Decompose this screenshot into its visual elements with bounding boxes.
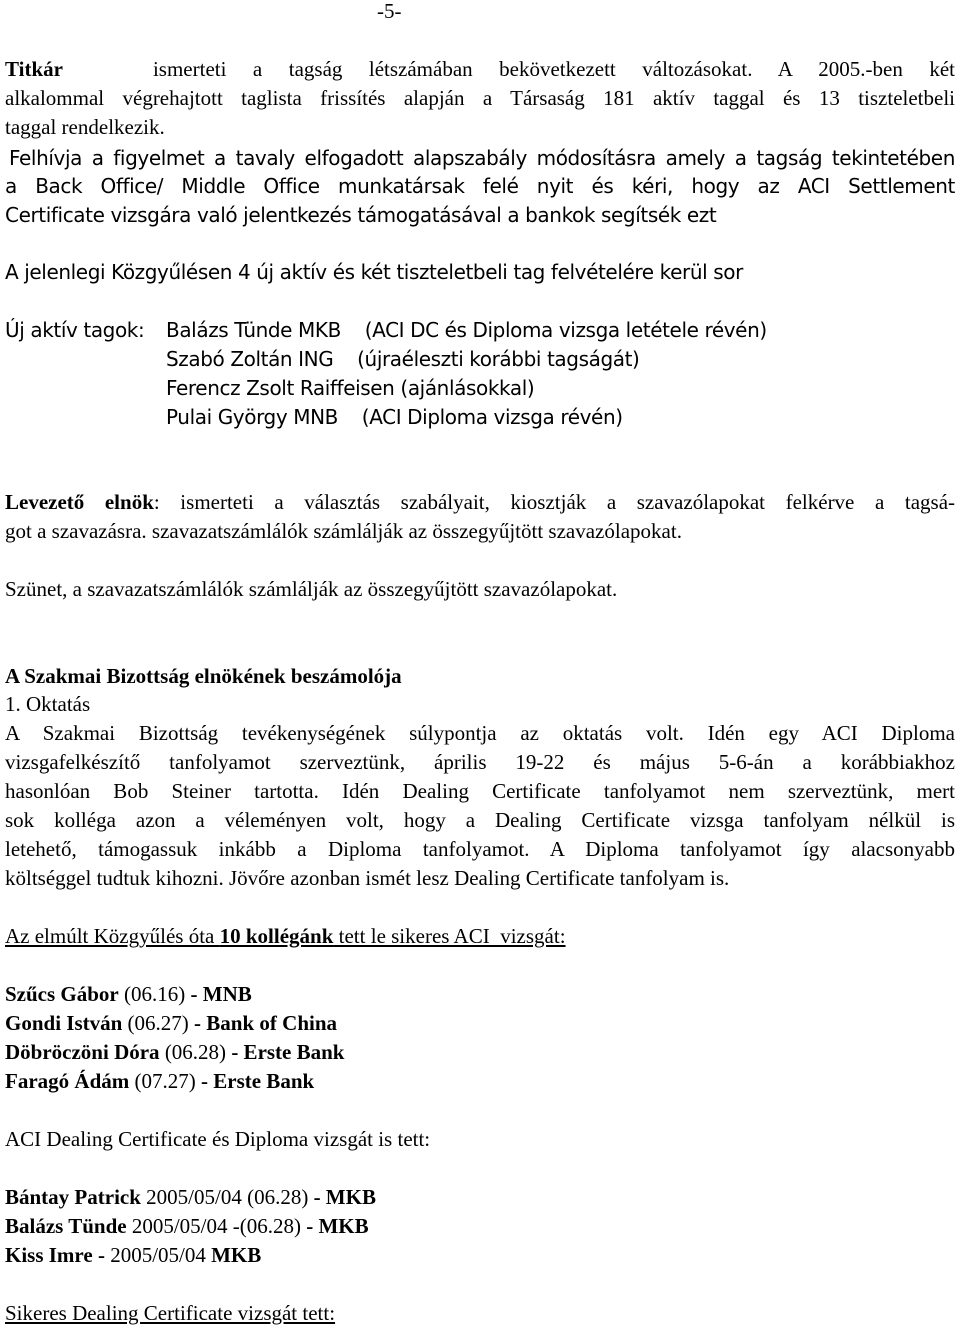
passed-exam-heading <box>5 923 566 949</box>
both-name: Kiss Imre - <box>5 1243 105 1267</box>
passed-bank: - Bank of China <box>188 1011 338 1035</box>
passed-name: Faragó Ádám <box>5 1069 130 1093</box>
new-member-4: Pulai György MNB (ACI Diploma vizsga révén) <box>166 405 623 429</box>
passed-bank: - Erste Bank <box>226 1040 345 1064</box>
passed-bank: - MNB <box>185 982 252 1006</box>
passed-date: (06.28) <box>159 1040 227 1064</box>
sec1-line2: alkalommal végrehajtott taglista frissítés alapján a Társaság 181 aktív taggal és 13 tiszteletbeli <box>5 86 955 110</box>
both-row-3 <box>5 1242 261 1268</box>
report-line-5: letehető, támogassuk inkább a Diploma tanfolyamot. A Diploma tanfolyamot így alacsonyabb <box>5 837 955 861</box>
sec1-line1-text: ismerteti a tagság létszámában bekövetkezett változásokat. A 2005.-ben két <box>152 57 955 81</box>
passed-heading-pre: Az elmúlt Közgyűlés óta <box>5 924 220 948</box>
both-row-2 <box>5 1213 369 1239</box>
both-name: Bántay Patrick <box>5 1185 141 1209</box>
report-line-2: vizsgafelkészítő tanfolyamot szerveztünk, április 19-22 és május 5-6-án a korábbiakhoz <box>5 750 955 774</box>
both-date: 2005/05/04 <box>104 1243 212 1267</box>
sec3-line3: Szünet, a szavazatszámlálók számlálják az összegyűjtött szavazólapokat. <box>5 577 618 601</box>
report-line-6: költséggel tudtuk kihozni. Jövőre azonban ismét lesz Dealing Certificate tanfolyam is. <box>5 866 730 890</box>
both-bank: - MKB <box>308 1185 376 1209</box>
speaker-secretary: Titkár <box>5 57 63 81</box>
speaker-chair: Levezető elnök <box>5 490 154 514</box>
both-name: Balázs Tünde <box>5 1214 127 1238</box>
passed-name: Szűcs Gábor <box>5 982 119 1006</box>
passed-row-2 <box>5 1010 337 1036</box>
passed-name: Döbröczöni Dóra <box>5 1040 160 1064</box>
passed-bank: - Erste Bank <box>195 1069 315 1093</box>
sec1-line5: a Back Office/ Middle Office munkatársak felé nyit és kéri, hogy az ACI Settlement <box>5 174 955 198</box>
sec3-line2: got a szavazásra. szavazatszámlálók számlálják az összegyűjtött szavazólapokat. <box>5 519 682 543</box>
sec2-line1: A jelenlegi Közgyűlésen 4 új aktív és két tiszteletbeli tag felvételére kerül sor <box>5 260 743 284</box>
passed-date: (07.27) <box>129 1069 196 1093</box>
both-bank: - MKB <box>300 1214 369 1238</box>
both-date: 2005/05/04 (06.28) <box>140 1185 309 1209</box>
sec1-line3: taggal rendelkezik. <box>5 115 165 139</box>
new-members-label: Új aktív tagok: <box>5 318 151 342</box>
sec1-line1 <box>5 56 955 82</box>
report-line-4: sok kolléga azon a véleményen volt, hogy a Dealing Certificate vizsga tanfolyam nélkül is <box>5 808 955 832</box>
passed-heading-post: tett le sikeres ACI vizsgát: <box>333 924 566 948</box>
report-line-1: A Szakmai Bizottság tevékenységének súlypontja az oktatás volt. Idén egy ACI Diploma <box>5 721 955 745</box>
sec3-line1 <box>5 489 955 515</box>
new-member-1: Balázs Tünde MKB (ACI DC és Diploma vizsga letétele révén) <box>166 318 767 342</box>
both-exams-heading: ACI Dealing Certificate és Diploma vizsgát is tett: <box>5 1127 431 1151</box>
sec1-line4: Felhívja a figyelmet a tavaly elfogadott alapszabály módosításra amely a tagság tekintetében <box>9 146 955 170</box>
passed-name: Gondi István <box>5 1011 123 1035</box>
new-member-3: Ferencz Zsolt Raiffeisen (ajánlásokkal) <box>166 376 535 400</box>
both-date: 2005/05/04 -(06.28) <box>126 1214 301 1238</box>
passed-heading-count: 10 kollégánk <box>219 924 334 948</box>
both-bank: MKB <box>211 1243 262 1267</box>
committee-report-heading: A Szakmai Bizottság elnökének beszámolója <box>5 664 402 688</box>
passed-date: (06.16) <box>118 982 186 1006</box>
passed-row-3 <box>5 1039 345 1065</box>
sec3-line1-text: : ismerteti a választás szabályait, kiosztják a szavazólapokat felkérve a tagsá- <box>153 490 956 514</box>
sec1-line6: Certificate vizsgára való jelentkezés támogatásával a bankok segítsék ezt <box>5 203 717 227</box>
passed-row-4 <box>5 1068 314 1094</box>
report-line-3: hasonlóan Bob Steiner tartotta. Idén Dealing Certificate tanfolyamot nem szerveztünk, mert <box>5 779 955 803</box>
passed-row-1 <box>5 981 252 1007</box>
both-row-1 <box>5 1184 376 1210</box>
dealing-cert-heading: Sikeres Dealing Certificate vizsgát tett: <box>5 1301 336 1325</box>
education-subheading: 1. Oktatás <box>5 692 91 716</box>
page-number: -5- <box>377 0 402 23</box>
new-member-row-1 <box>5 317 150 343</box>
passed-date: (06.27) <box>122 1011 189 1035</box>
new-member-2: Szabó Zoltán ING (újraéleszti korábbi tagságát) <box>166 347 640 371</box>
